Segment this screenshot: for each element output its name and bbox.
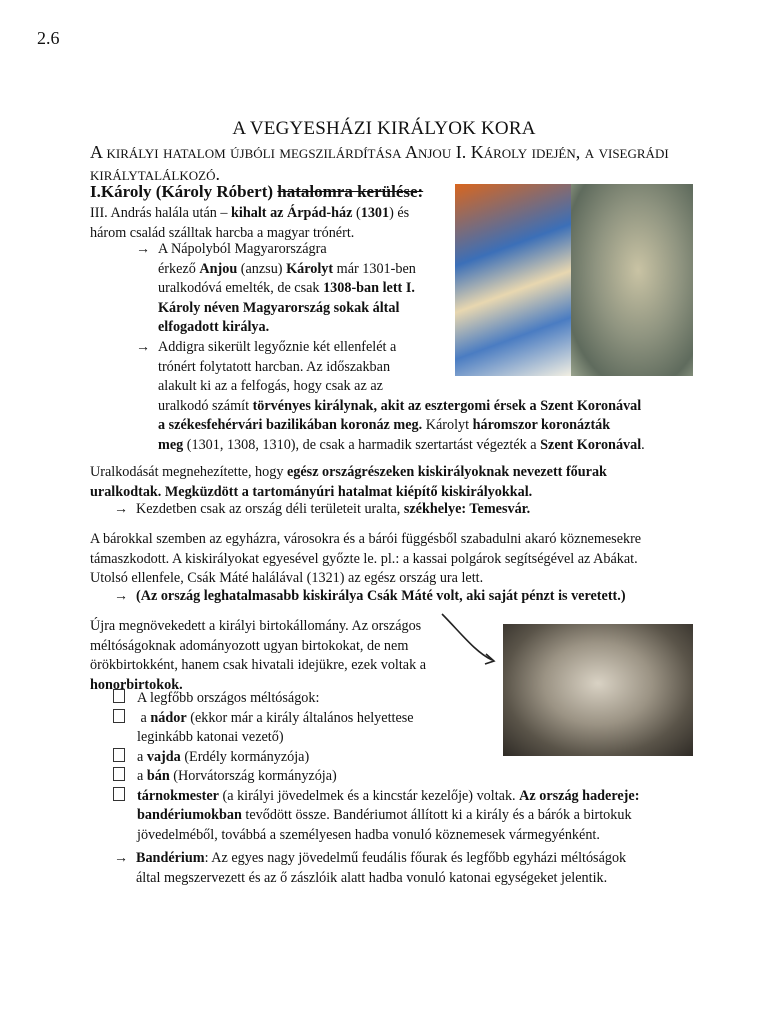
page-title: A VEGYESHÁZI KIRÁLYOK KORA [232,118,536,139]
paragraph-intro: III. András halála után – kihalt az Árpád-ház (1301) és három család szálltak harcba a magyar trónért. [90,205,410,241]
bullet-coronation: → Addigra sikerült legyőznie két ellenfelét a trónért folytatott harcban. Az időszakban alakult ki az a felfogás, hogy csak az az uralkodó számít törvényes királynak, akit az esztergomi érsek a Szent Koronával a székesfehérvári bazilikában koronáz meg. Károlyt háromszor koronázták meg (1301, 1308, 1310), de csak a harmadik szertartást végezték a Szent Koronával. [136,339,645,453]
list-item: a vajda (Erdély kormányzója) [113,748,713,768]
checkbox-bullet-icon [113,689,125,703]
arrow-icon: → [136,242,150,257]
arrow-icon: → [114,502,128,517]
list-item: tárnokmester (a királyi jövedelmek és a kincstár kezelője) voltak. Az ország hadereje: [113,787,713,807]
checkbox-bullet-icon [113,767,125,781]
list-item: a nádor (ekkor már a király általános helyettese [113,709,713,729]
checkbox-bullet-icon [113,748,125,762]
section-heading-plain: I.Károly (Károly Róbert) [90,182,278,201]
arrow-icon: → [114,851,128,866]
page-subtitle: A királyi hatalom újbóli megszilárdítása Anjou I. Károly idején, a visegrádi királytalálkozó. [90,142,669,184]
checkbox-bullet-icon [113,709,125,723]
arrow-icon: → [136,340,150,355]
bullet-anjou: → A Nápolyból Magyarországra érkező Anjou (anzsu) Károlyt már 1301-ben uralkodóvá emelték, de csak 1308-ban lett I. Károly néven Magyarország sokak által elfogadott királya. [136,241,416,335]
bullet-csak-mate: → (Az ország leghatalmasabb kiskirálya Csák Máté volt, aki saját pénzt is veretett.) [136,587,716,607]
page-number: 2.6 [37,28,60,48]
checkbox-bullet-icon [113,787,125,801]
paragraph-barok: A bárokkal szemben az egyházra, városokra és a bárói függésből szabadulni akaró köznemesekre támaszkodott. A kiskirályokat egyesével győzte le. pl.: a kassai polgárok segítségével az Abákat. Utolsó ellenfele, Csák Máté halálával (1321) az egész ország ura lett. [90,531,642,586]
bullet-banderium: → Bandérium: Az egyes nagy jövedelmű feudális főurak és legfőbb egyházi méltóságok által megszervezett és az ő zászlóik alatt hadba vonuló katonai egységeket jelentik. [114,850,627,886]
list-item: a bán (Horvátország kormányzója) [113,767,713,787]
bullet-temesvar: → Kezdetben csak az ország déli területeit uralta, székhelye: Temesvár. [136,500,716,520]
paragraph-kiskiralyok: Uralkodását megnehezítette, hogy egész országrészeken kiskirályoknak nevezett főurak uralkodtak. Megküzdött a tartományúri hatalmat kiépítő kiskirályokkal. [90,464,607,500]
paragraph-honorbirtok: Újra megnövekedett a királyi birtokállomány. Az országos méltóságoknak adományozott ugyan birtokokat, de nem örökbirtokként, hanem csak hivatali idejükre, ezek voltak a honorbirtokok. [90,618,427,693]
arrow-icon: → [114,589,128,604]
section-heading [90,182,423,202]
dignitaries-list: A legfőbb országos méltóságok: a nádor (ekkor már a király általános helyettese leginkább katonai vezető) a vajda (Erdély kormányzója) a bán (Horvátország kormányzója) tárnokmester (a királyi jövedelmek és a kincstár kezelője) voltak. Az ország hadereje: bandériumokban tevődött össze. Bandériumot állított ki a király és a bárók a birtokuk jövedelméből, továbbá a személyesen hadba vonuló köznemesek vármegyénként. [113,689,713,845]
section-heading-struck: hatalomra kerülése: [277,182,424,201]
list-item: A legfőbb országos méltóságok: [113,689,713,709]
